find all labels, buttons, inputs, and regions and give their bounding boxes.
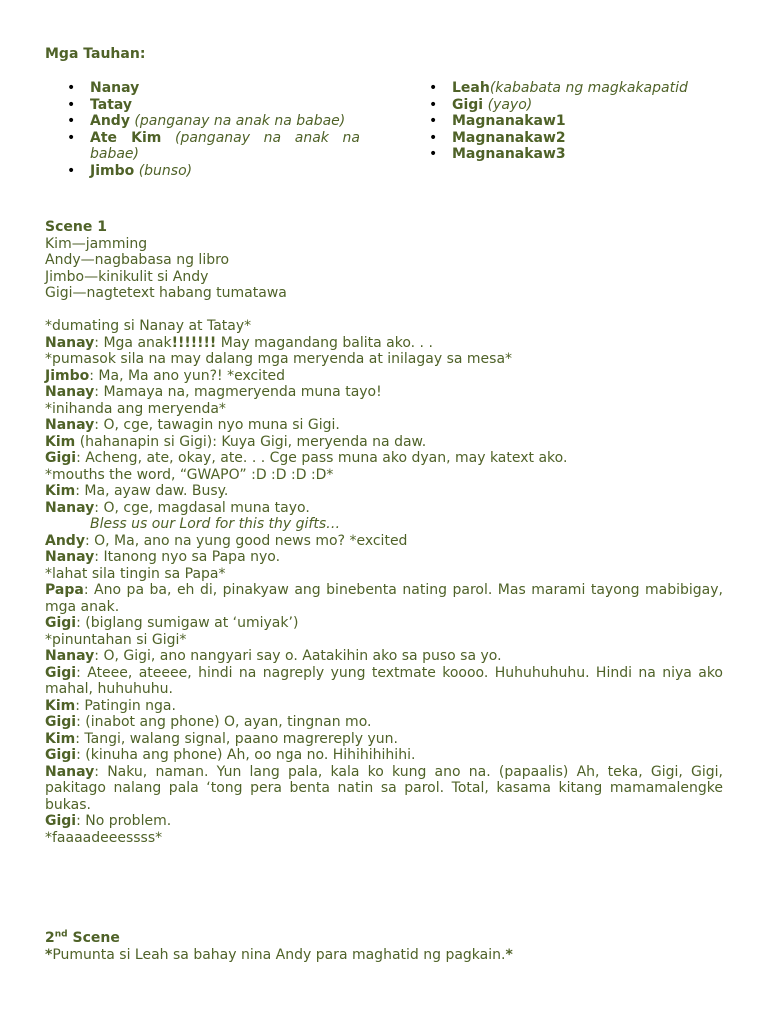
cast-desc: (bunso) bbox=[138, 162, 193, 179]
dialogue-line: Nanay: Itanong nyo sa Papa nyo. bbox=[45, 549, 281, 565]
spacer bbox=[45, 302, 723, 319]
dialogue-line: Nanay: O, cge, magdasal muna tayo. bbox=[45, 499, 310, 516]
intro-line: Andy—nagbabasa ng libro bbox=[45, 252, 230, 268]
speaker: Gigi bbox=[45, 747, 77, 763]
stage-direction: *lahat sila tingin sa Papa* bbox=[45, 565, 226, 582]
cast-desc: (yayo) bbox=[487, 96, 533, 113]
speaker: Nanay bbox=[45, 763, 95, 780]
stage-direction: *dumating si Nanay at Tatay* bbox=[45, 318, 252, 334]
speaker: Nanay bbox=[45, 648, 95, 664]
cast-heading: Mga Tauhan: bbox=[45, 46, 146, 62]
cast-item bbox=[67, 113, 360, 130]
speaker: Gigi bbox=[45, 813, 77, 829]
cast-item bbox=[429, 130, 729, 147]
cast-name: Ate Kim bbox=[90, 129, 162, 146]
cast-name: Andy bbox=[90, 113, 130, 129]
speaker: Jimbo bbox=[45, 367, 90, 384]
cast-desc: (kababata ng magkakapatid bbox=[489, 80, 688, 96]
cast-list-left bbox=[67, 80, 360, 179]
cast-list-right bbox=[429, 80, 729, 163]
cast-item bbox=[429, 97, 729, 114]
dialogue-line: Nanay: Naku, naman. Yun lang pala, kala ko kung ano na. (papaalis) Ah, teka, Gigi, Gigi, pakitago nalang pala ‘tong pera benta natin sa parol. Total, kasama kitang mamamalengke bukas. bbox=[45, 763, 723, 813]
cast-name: Tatay bbox=[90, 96, 133, 113]
dialogue-line: Nanay: Mga anak!!!!!!! May magandang balita ako. . . bbox=[45, 334, 433, 351]
speaker: Gigi bbox=[45, 664, 77, 681]
cast-name: Nanay bbox=[90, 80, 140, 96]
speaker: Gigi bbox=[45, 450, 77, 466]
stage-direction: *inihanda ang meryenda* bbox=[45, 400, 226, 417]
stage-direction: *pumasok sila na may dalang mga meryenda at inilagay sa mesa* bbox=[45, 351, 513, 367]
speaker: Kim bbox=[45, 697, 76, 714]
dialogue-line: Papa: Ano pa ba, eh di, pinakyaw ang binebenta nating parol. Mas marami tayong mabibigay, mga anak. bbox=[45, 582, 723, 615]
dialogue-line: Jimbo: Ma, Ma ano yun?! *excited bbox=[45, 367, 286, 384]
cast-item bbox=[67, 80, 360, 97]
dialogue-line: Kim (hahanapin si Gigi): Kuya Gigi, meryenda na daw. bbox=[45, 433, 427, 450]
cast-item bbox=[429, 113, 729, 130]
cast-desc: (panganay na anak na babae) bbox=[134, 113, 346, 129]
scene-title: Scene 1 bbox=[45, 219, 107, 235]
dialogue-line: Gigi: (inabot ang phone) O, ayan, tingnan mo. bbox=[45, 714, 372, 730]
scene-title: 2nd Scene bbox=[45, 929, 120, 946]
cast-name: Magnanakaw2 bbox=[452, 129, 566, 146]
speaker: Kim bbox=[45, 483, 76, 499]
cast-name: Leah bbox=[452, 80, 490, 96]
speaker: Kim bbox=[45, 730, 76, 747]
dialogue-line: Gigi: (kinuha ang phone) Ah, oo nga no. Hihihihihihi. bbox=[45, 747, 416, 763]
dialogue-line: Nanay: O, Gigi, ano nangyari say o. Aatakihin ako sa puso sa yo. bbox=[45, 648, 502, 664]
speaker: Andy bbox=[45, 532, 85, 549]
speaker: Nanay bbox=[45, 549, 95, 565]
intro-line: Gigi—nagtetext habang tumatawa bbox=[45, 285, 287, 301]
scene-1 bbox=[45, 219, 723, 846]
intro-line: Kim—jamming bbox=[45, 235, 148, 252]
stage-direction: *faaaadeeessss* bbox=[45, 829, 163, 846]
dialogue-line: Gigi: Ateee, ateeee, hindi na nagreply yung textmate koooo. Huhuhuhuhu. Hindi na niya ako mahal, huhuhuhu. bbox=[45, 664, 723, 697]
speaker: Nanay bbox=[45, 334, 95, 351]
scene-2 bbox=[45, 930, 723, 963]
speaker: Gigi bbox=[45, 615, 77, 631]
stage-direction: *pinuntahan si Gigi* bbox=[45, 631, 187, 648]
cast-item bbox=[429, 80, 729, 97]
dialogue-line: Gigi: (biglang sumigaw at ‘umiyak’) bbox=[45, 615, 299, 631]
dialogue-line: Gigi: Acheng, ate, okay, ate. . . Cge pass muna ako dyan, may katext ako. bbox=[45, 450, 568, 466]
cast-item bbox=[67, 97, 360, 114]
speaker: Kim bbox=[45, 433, 76, 450]
dialogue-line: Nanay: Mamaya na, magmeryenda muna tayo! bbox=[45, 384, 382, 400]
cast-name: Gigi bbox=[452, 96, 484, 113]
dialogue-line: Nanay: O, cge, tawagin nyo muna si Gigi. bbox=[45, 417, 340, 433]
speaker: Gigi bbox=[45, 714, 77, 730]
cast-item bbox=[429, 146, 729, 163]
dialogue-line: Andy: O, Ma, ano na yung good news mo? *excited bbox=[45, 532, 408, 549]
stage-direction: *mouths the word, “GWAPO” :D :D :D :D* bbox=[45, 466, 334, 483]
speaker: Nanay bbox=[45, 384, 95, 400]
cast-desc: (panganay na anak na babae) bbox=[90, 129, 360, 162]
dialogue-line: Kim: Tangi, walang signal, paano magrereply yun. bbox=[45, 730, 398, 747]
dialogue-line: Kim: Patingin nga. bbox=[45, 697, 176, 714]
speaker: Nanay bbox=[45, 417, 95, 433]
dialogue-line: Gigi: No problem. bbox=[45, 813, 172, 829]
cast-item bbox=[67, 163, 360, 180]
cast-name: Jimbo bbox=[90, 162, 135, 179]
speaker: Papa bbox=[45, 582, 84, 598]
intro-line: Jimbo—kinikulit si Andy bbox=[45, 268, 209, 285]
cast-name: Magnanakaw1 bbox=[452, 113, 566, 129]
cast-name: Magnanakaw3 bbox=[452, 146, 566, 162]
prayer-line: Bless us our Lord for this thy gifts… bbox=[90, 516, 341, 532]
stage-direction: *Pumunta si Leah sa bahay nina Andy para maghatid ng pagkain.* bbox=[45, 946, 513, 963]
speaker: Nanay bbox=[45, 499, 95, 516]
dialogue-line: Kim: Ma, ayaw daw. Busy. bbox=[45, 483, 229, 499]
cast-item bbox=[67, 130, 360, 163]
